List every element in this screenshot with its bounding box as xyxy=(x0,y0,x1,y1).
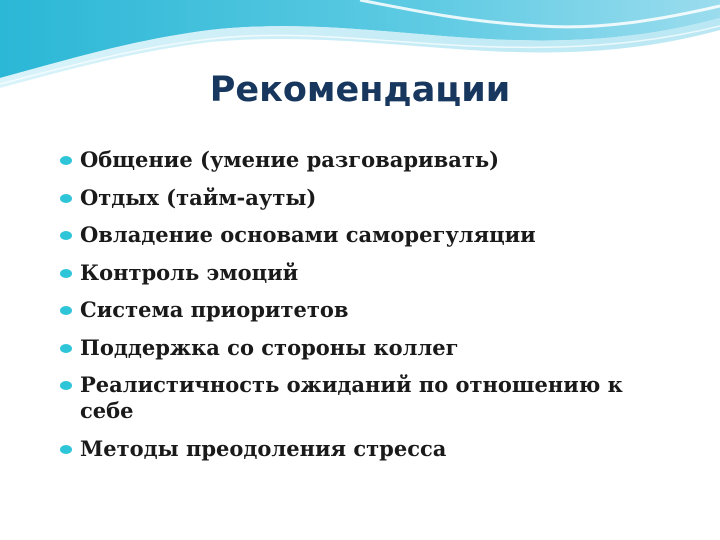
bullet-dot-icon xyxy=(60,194,72,203)
list-item xyxy=(60,185,680,211)
list-item-text: Овладение основами саморегуляции xyxy=(80,222,536,247)
list-item xyxy=(60,436,680,462)
list-item xyxy=(60,260,680,286)
list-item-text: Поддержка со стороны коллег xyxy=(80,334,459,360)
list-item xyxy=(60,335,680,361)
bullet-dot-icon xyxy=(60,306,72,315)
recommendations-list xyxy=(60,147,680,473)
list-item-text: Реалистичность ожиданий по отношению к себе xyxy=(80,372,623,423)
bullet-dot-icon xyxy=(60,381,72,390)
list-item-text: Контроль эмоций xyxy=(80,259,299,285)
list-item-text: Отдых (тайм-ауты) xyxy=(80,184,317,210)
list-item xyxy=(60,222,680,248)
list-item-text: Методы преодоления стресса xyxy=(80,435,447,461)
bullet-dot-icon xyxy=(60,156,72,165)
list-item xyxy=(60,297,680,323)
list-item xyxy=(60,147,680,173)
bullet-dot-icon xyxy=(60,231,72,240)
bullet-dot-icon xyxy=(60,445,72,454)
list-item xyxy=(60,372,680,424)
list-item-text: Общение (умение разговаривать) xyxy=(80,147,500,172)
slide-title: Рекомендации xyxy=(209,70,511,110)
bullet-dot-icon xyxy=(60,269,72,278)
list-item-text: Система приоритетов xyxy=(80,297,349,322)
bullet-dot-icon xyxy=(60,344,72,353)
